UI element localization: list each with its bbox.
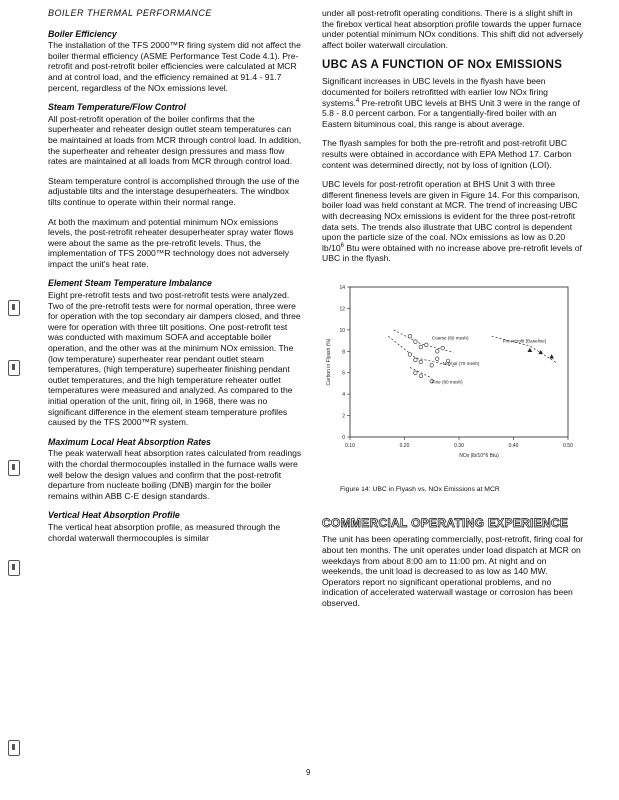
left-column — [48, 8, 303, 552]
paragraph: All post-retrofit operation of the boiler confirms that the superheater and reheater design outlet steam temperatures can be maintained at loads from MCR through control load. In addition, the superheater and reheater design pressures and mass flow rates are maintained at all loads from MCR through control load. — [48, 113, 302, 167]
data-point — [408, 353, 412, 357]
data-point — [441, 346, 445, 350]
y-tick-label: 0 — [342, 434, 345, 441]
text-run: UBC levels for post-retrofit operation at BHS Unit 3 with three different fineness levels are given in Figure 14. For this comparison, boiler load was held constant at MCR. The trend of increasing UBC with decreasing NOx emissions is evident for the three post-retrofit data sets. The trends also illustrate that UBC control is dependent upon the particle size of the coal. NOx emissions as low as 0.20 lb/10 — [322, 179, 580, 253]
data-point — [435, 349, 439, 353]
data-point — [419, 374, 423, 378]
paragraph: The unit has been operating commercially, post-retrofit, firing coal for about ten months. The unit operates under load dispatch at MCR on weekdays from about 8:00 am to 11:00 pm. At night and on weekends, the unit load is decreased to as low as 140 MW. Operators report no significant operational problems, and no indication of accelerated waterwall wastage or corrosion has been observed. — [322, 534, 584, 609]
data-point — [414, 340, 418, 344]
paragraph: Steam temperature control is accomplished through the use of the adjustable tilts and the interstage desuperheaters. The windbox tilts continue to operate within their normal range. — [48, 175, 300, 207]
section-title-ubc: UBC AS A FUNCTION OF NOx EMISSIONS — [322, 59, 563, 72]
y-tick-label: 2 — [342, 413, 345, 420]
text-run: Significant increases in UBC levels in the flyash have been documented for boilers retrofitted with earlier low NOx firing systems. — [322, 76, 548, 108]
binding-mark — [8, 560, 20, 576]
data-point — [528, 348, 533, 352]
x-tick-label: 0.40 — [508, 442, 519, 449]
paragraph: At both the maximum and potential minimum NOx emissions levels, the post-retrofit reheater desuperheater spray water flows were about the same as the pre-retrofit levels. Thus, the implementation of TFS 2000™R technology does not adversely impact the unit's heat rate. — [48, 216, 294, 269]
data-point — [549, 354, 554, 358]
reference-superscript: 4 — [355, 97, 360, 104]
exponent-superscript: 6 — [340, 242, 344, 249]
binding-mark — [8, 360, 20, 376]
y-tick-label: 8 — [342, 349, 345, 356]
y-tick-label: 6 — [342, 370, 345, 377]
data-point — [414, 358, 418, 362]
paragraph: under all post-retrofit operating conditions. There is a slight shift in the firebox vertical heat absorption profile towards the upper furnace under potential minimum NOx conditions. This shift did not adversely affect boiler waterwall circulation. — [322, 8, 584, 50]
binding-mark — [8, 740, 20, 756]
binding-mark — [8, 460, 20, 476]
page-number: 9 — [306, 768, 311, 777]
binding-mark — [8, 300, 20, 316]
data-point — [538, 350, 543, 354]
series-label: Coarse (60 mesh) — [431, 335, 469, 341]
y-tick-label: 4 — [342, 392, 345, 399]
x-tick-label: 0.50 — [563, 442, 573, 449]
subheading-vertical-profile: Vertical Heat Absorption Profile — [48, 510, 180, 521]
paragraph — [322, 179, 584, 264]
subheading-boiler-efficiency: Boiler Efficiency — [48, 28, 117, 39]
x-tick-label: 0.30 — [454, 442, 464, 449]
data-point — [408, 334, 412, 338]
data-point — [425, 343, 429, 347]
subheading-heat-absorption-rates: Maximum Local Heat Absorption Rates — [48, 436, 211, 447]
scatter-chart — [322, 273, 584, 483]
y-axis-label: Carbon in Flyash (%) — [326, 338, 332, 386]
paragraph: The installation of the TFS 2000™R firing system did not affect the boiler thermal efficiency (ASME Performance Test Code 4.1). Pre-retrofit and post-retrofit boiler efficiencies were calculated at MCR and at control load, and the efficiency remained at 91.4 - 91.7 percent, regardless of the NOx emissions level. — [48, 40, 301, 93]
paragraph: The vertical heat absorption profile, as measured through the chordal waterwall thermocouples is similar — [48, 521, 281, 543]
y-tick-label: 10 — [339, 327, 345, 334]
series-label: Fine (80 mesh) — [431, 379, 463, 385]
data-point — [435, 357, 439, 361]
figure-14 — [322, 273, 584, 483]
x-tick-label: 0.10 — [345, 442, 355, 449]
data-point — [419, 345, 423, 349]
x-tick-label: 0.20 — [399, 442, 410, 449]
series-label: Normal (70 mesh) — [442, 361, 480, 367]
y-tick-label: 14 — [339, 284, 345, 291]
running-head: BOILER THERMAL PERFORMANCE — [48, 8, 212, 18]
right-column — [322, 8, 584, 618]
data-point — [430, 363, 434, 367]
data-point — [419, 360, 423, 364]
data-point — [414, 371, 418, 375]
text-run: Pre-retrofit UBC levels at BHS Unit 3 were in the range of 5.8 - 8.0 percent carbon. For a tangentially-fired boiler with an Eastern bituminous coal, this range is about average. — [322, 97, 580, 129]
paragraph: The flyash samples for both the pre-retrofit and post-retrofit UBC results were obtained in accordance with EPA Method 17. Carbon content was determined directly, not by loss of ignition (LOI). — [322, 138, 572, 170]
y-tick-label: 12 — [339, 306, 345, 313]
text-run: Btu were obtained with no increase above pre-retrofit levels of UBC in the flyash. — [322, 242, 582, 264]
x-axis-label: NOx (lb/10^6 Btu) — [459, 452, 499, 459]
section-title-commercial: COMMERCIAL OPERATING EXPERIENCE — [322, 516, 569, 531]
paragraph — [322, 76, 584, 129]
paragraph: Eight pre-retrofit tests and two post-retrofit tests were analyzed. Two of the pre-retrofit tests were for normal operation, three were for operation with the top secondary air dampers closed, and three were for operation with three tilt positions. One post-retrofit test was conducted with maximum SOFA and acceptable boiler operation, and the other was at the minimum NOx emission. The (low temperature) superheater rear pendant outlet steam temperatures, (high temperature) superheater finishing pendant outlet temperatures, and the high temperature reheater outlet temperatures were measured and analyzed. As compared to the initial operation of the unit, firing oil, in 1968, there was no significant difference in the element steam temperature profiles caused by the TFS 2000™R system. — [48, 290, 301, 428]
series-label: Pre-retrofit (Baseline) — [502, 338, 547, 344]
subheading-steam-temperature: Steam Temperature/Flow Control — [48, 102, 187, 113]
paragraph: The peak waterwall heat absorption rates calculated from readings with the chordal thermocouples installed in the furnace walls were well below the design values and confirm that the post-retrofit departure from nucleate boiling (DNB) margin for the boiler remains within ABB C-E design standards. — [48, 448, 302, 501]
figure-caption: Figure 14: UBC in Flyash vs. NOx Emissions at MCR — [340, 485, 500, 493]
subheading-element-imbalance: Element Steam Temperature Imbalance — [48, 278, 212, 289]
